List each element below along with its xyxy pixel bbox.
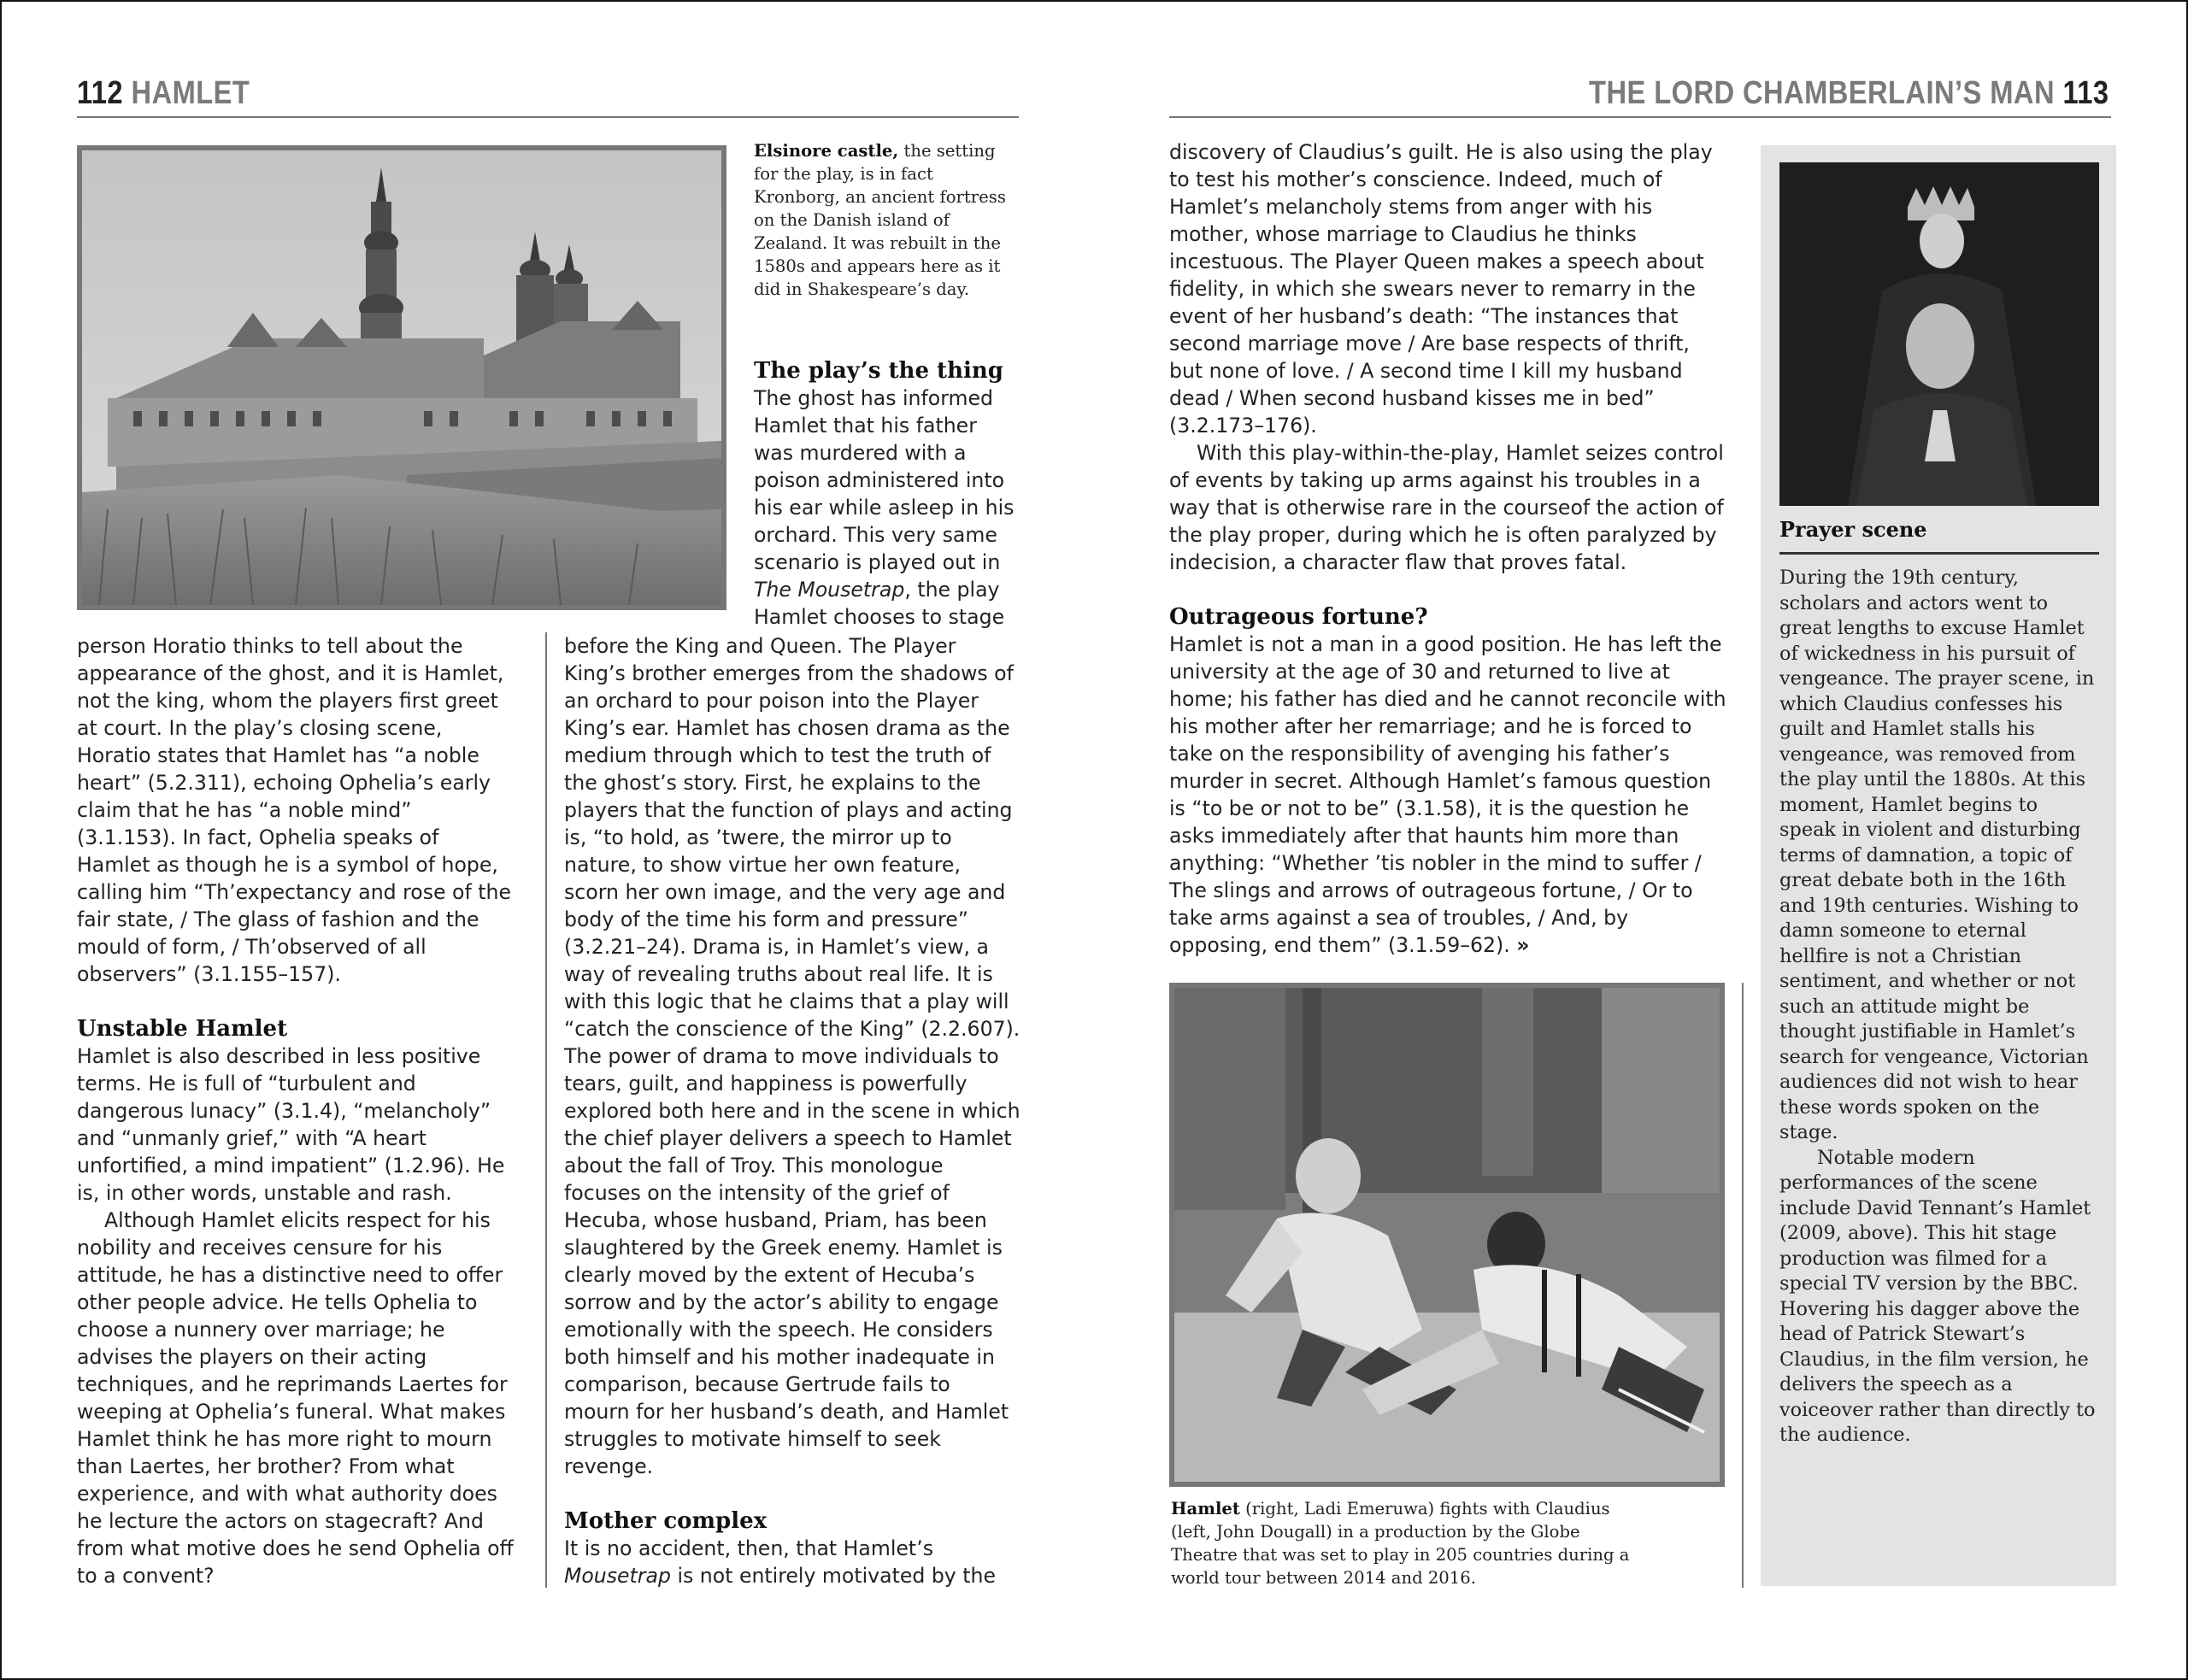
column-3: [1169, 138, 1726, 959]
column-1: [77, 632, 516, 1589]
left-running-title: HAMLET: [131, 75, 250, 111]
prayer-scene-photo: [1779, 162, 2099, 506]
plays-the-thing-heading: The play’s the thing: [754, 358, 1003, 384]
sidebar-text: [1779, 566, 2099, 1448]
sidebar-paragraph-1: During the 19th century, scholars and actors went to great lengths to excuse Hamlet of wickedness in his pursuit of vengeance. The prayer scene, in which Claudius confesses his guilt and Hamlet stalls his vengeance, was removed from the play until the 1880s. At this moment, Hamlet begins to speak in violent and disturbing terms of damnation, a topic of great debate both in the 16th and 19th centuries. Wishing to damn someone to eternal hellfire is not a Christian sentiment, and whether or not such an attitude might be thought justifiable in Hamlet’s search for vengeance, Victorian audiences did not wish to hear these words spoken on the stage.: [1779, 567, 2095, 1143]
column-divider-right: [1742, 983, 1744, 1588]
right-header-rule: [1169, 116, 2111, 118]
fight-illustration: [1174, 988, 1720, 1482]
sidebar-title-rule: [1779, 552, 2099, 555]
col3-paragraph-2: With this play-within-the-play, Hamlet seizes control of events by taking up arms against his troubles in a way that is otherwise rare in the courseof the action of the play proper, during which he is often paralyzed by indecision, a character flaw that proves fatal.: [1169, 441, 1724, 574]
mousetrap-title: The Mousetrap: [754, 578, 905, 602]
column-divider-left: [545, 632, 547, 1588]
prayer-illustration: [1779, 162, 2099, 506]
fight-caption-lead: Hamlet: [1171, 1499, 1240, 1518]
col1-paragraph-3: Although Hamlet elicits respect for his nobility and receives censure for his attitude, he has a distinctive need to offer other people advice. He tells Ophelia to choose a nunnery over marriage; he advises the players on their acting techniques, and he reprimands Laertes for weeping at Ophelia’s funeral. What makes Hamlet think he has more right to mourn than Laertes, her brother? From what experience, and with what authority does he lecture the actors on stagecraft? And from what motive does he send Ophelia off to a convent?: [77, 1208, 514, 1588]
col3-paragraph-3: Hamlet is not a man in a good position. He has left the university at the age of 30 and returned to live at home; his father has died and he cannot reconcile with his mother after her remarriage; and he is forced to take on the responsibility of avenging his father’s murder in secret. Although Hamlet’s famous question is “to be or not to be” (3.1.58), it is the question he asks immediately after that haunts him more than anything: “Whether ’tis nobler in the mind to suffer / The slings and arrows of outrageous fortune, / Or to take arms against a sea of troubles, / And, by opposing, end them” (3.1.59–62). »: [1169, 632, 1726, 957]
outrageous-fortune-heading: Outrageous fortune?: [1169, 604, 1428, 630]
fight-caption-text: (right, Ladi Emeruwa) fights with Claudius (left, John Dougall) in a production by the Globe Theatre that was set to play in 205 countries during a world tour between 2014 and 2016.: [1171, 1499, 1630, 1588]
left-header-rule: [77, 116, 1019, 118]
right-running-title: THE LORD CHAMBERLAIN’S MAN: [1589, 75, 2056, 111]
fight-caption: [1171, 1497, 1650, 1589]
hamlet-fight-photo: [1169, 983, 1725, 1487]
mousetrap-title-2: Mousetrap: [564, 1564, 671, 1588]
right-page-number: 113: [2062, 75, 2109, 111]
castle-caption-text: the setting for the play, is in fact Kronborg, an ancient fortress on the Danish island of Zealand. It was rebuilt in the 1580s and appears here as it did in Shakespeare’s day.: [754, 141, 1006, 299]
col1-paragraph-1: person Horatio thinks to tell about the appearance of the ghost, and it is Hamlet, not the king, whom the players first greet at court. In the play’s closing scene, Horatio states that Hamlet has “a noble heart” (5.2.311), echoing Ophelia’s early claim that he has “a noble mind” (3.1.153). In fact, Ophelia speaks of Hamlet as though he is a symbol of hope, calling him “Th’expectancy and rose of the fair state, / The glass of fashion and the mould of form, / Th’observed of all observers” (3.1.155–157).: [77, 634, 512, 986]
prayer-scene-sidebar: [1761, 145, 2116, 1586]
col2-paragraph-2: It is no accident, then, that Hamlet’s Mousetrap is not entirely motivated by the: [564, 1536, 996, 1588]
castle-illustration: [82, 150, 721, 605]
column-2-top: [754, 357, 1020, 631]
elsinore-castle-photo: [77, 145, 726, 610]
col2-paragraph-1-continued: before the King and Queen. The Player King’s brother emerges from the shadows of an orchard to pour poison into the Player King’s ear. Hamlet has chosen drama as the medium through which to test the truth of the ghost’s story. First, he explains to the players that the function of plays and acting is, “to hold, as ’twere, the mirror up to nature, to show virtue her own feature, scorn her own image, and the very age and body of the time his form and pressure” (3.2.21–24). Drama is, in Hamlet’s view, a way of revealing truths about real life. It is with this logic that he claims that a play will “catch the conscience of the King” (2.2.607). The power of drama to move individuals to tears, guilt, and happiness is powerfully explored both here and in the scene in which the chief player delivers a speech to Hamlet about the fall of Troy. This monologue focuses on the intensity of the grief of Hecuba, whose husband, Priam, has been slaughtered by the Greek enemy. Hamlet is clearly moved by the extent of Hecuba’s sorrow and by the actor’s ability to engage emotionally with the speech. He considers both himself and his mother inadequate in comparison, because Gertrude fails to mourn for her husband’s death, and Hamlet struggles to motivate himself to seek revenge.: [564, 634, 1020, 1478]
castle-caption-lead: Elsinore castle,: [754, 141, 899, 161]
sidebar-paragraph-2: Notable modern performances of the scene include David Tennant’s Hamlet (2009, above). This hit stage production was filmed for a special TV version by the BBC. Hovering his dagger above the head of Patrick Stewart’s Claudius, in the film version, he delivers the speech as a voiceover rather than directly to the audience.: [1779, 1146, 2096, 1446]
mother-complex-heading: Mother complex: [564, 1508, 768, 1534]
column-2: [564, 632, 1020, 1589]
col2-paragraph-1-start: The ghost has informed Hamlet that his father was murdered with a poison administered into his ear while asleep in his orchard. This very same scenario is played out in The Mousetrap, the play Hamlet chooses to stage: [754, 386, 1015, 629]
prayer-scene-title: Prayer scene: [1779, 517, 1927, 542]
continue-arrow-icon: »: [1516, 933, 1530, 957]
col1-paragraph-2: Hamlet is also described in less positive terms. He is full of “turbulent and dangerous lunacy” (3.1.4), “melancholy” and “unmanly grief,” with “A heart unfortified, a mind impatient” (1.2.96). He is, in other words, unstable and rash.: [77, 1044, 505, 1205]
right-running-head: [1590, 75, 2109, 112]
unstable-hamlet-heading: Unstable Hamlet: [77, 1016, 288, 1042]
col3-paragraph-1: discovery of Claudius’s guilt. He is also using the play to test his mother’s conscience. Indeed, much of Hamlet’s melancholy stems from anger with his mother, whose marriage to Claudius he thinks incestuous. The Player Queen makes a speech about fidelity, in which she swears never to remarry in the event of her husband’s death: “The instances that second marriage move / Are base respects of thrift, but none of love. / A second time I kill my husband dead / When second husband kisses me in bed” (3.2.173–176).: [1169, 140, 1713, 438]
left-running-head: [77, 75, 250, 112]
castle-caption: [754, 139, 1019, 301]
left-page-number: 112: [77, 75, 124, 111]
